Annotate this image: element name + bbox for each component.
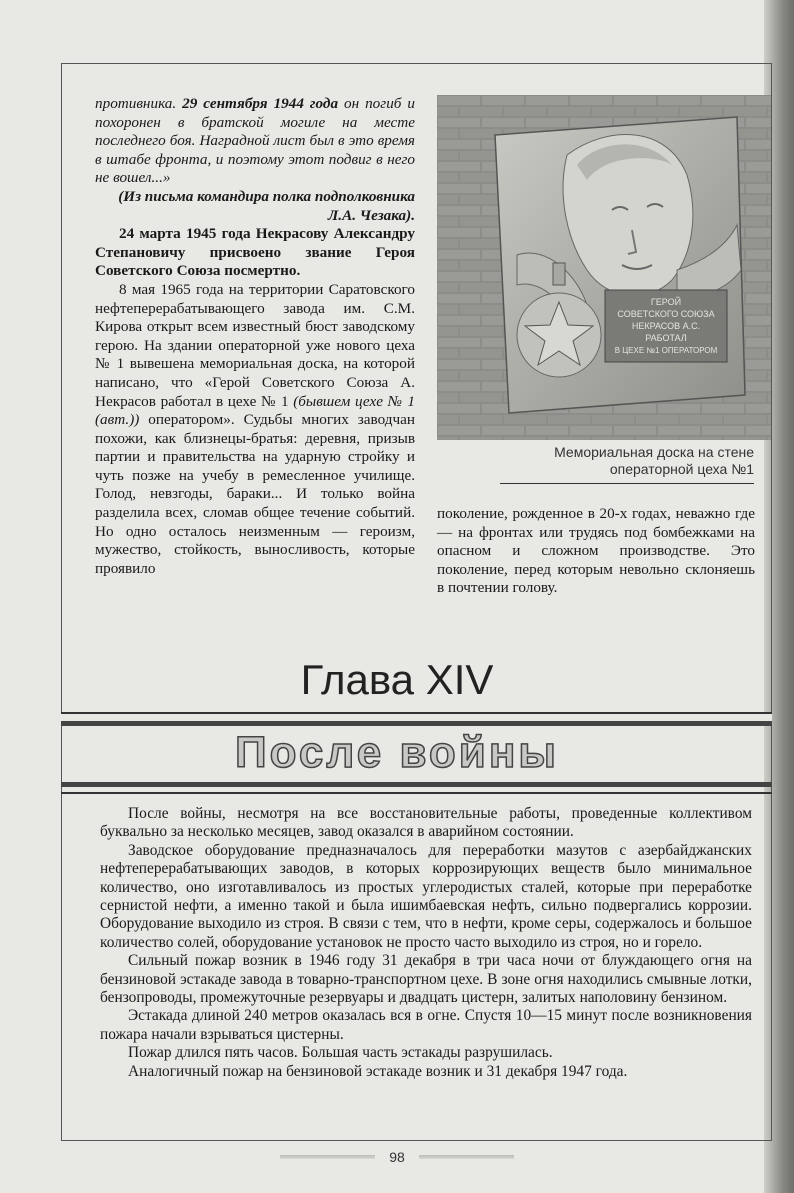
chapter-band-bottom: [61, 782, 772, 794]
page-number: 98: [389, 1149, 405, 1165]
caption-line-1: Мемориальная доска на стене: [554, 444, 754, 460]
letter-quote: [95, 95, 415, 188]
plaque-illustration: [437, 95, 771, 440]
plaque-line-2: СОВЕТСКОГО СОЮЗА: [617, 309, 715, 319]
chapter-title: После войны: [234, 728, 559, 777]
footer-bar-right: [419, 1155, 514, 1159]
caption-line-2: операторной цеха №1: [609, 461, 754, 477]
memorial-plaque-photo: [437, 95, 771, 440]
plaque-line-5: В ЦЕХЕ №1 ОПЕРАТОРОМ: [614, 346, 718, 355]
chapter-body: [100, 805, 752, 1081]
chapter-band-top: [61, 712, 772, 726]
body-paragraph: Эстакада длиной 240 метров оказалась вся в огне. Спустя 10—15 минут после возникновения пожара начали взрываться цистерны.: [100, 1007, 752, 1043]
body-paragraph: Аналогичный пожар на бензиновой эстакаде возник и 31 декабря 1947 года.: [128, 1062, 628, 1080]
plaque-line-3: НЕКРАСОВ А.С.: [631, 321, 701, 331]
body-paragraph: Заводское оборудование предназначалось для переработки мазутов с азербайджанских нефтеперерабатывающих заводов, в которых коррозирующих веществ было минимальное количество, оно изготавливалось из простых углеродистых сталей, которые при переработке сернистой нефти, а именно такой и была ишимбаевская нефть, сильно подвергались коррозии. Оборудование выходило из строя. В связи с тем, что в нефти, кроме серы, содержалось и большое количество солей, оборудование установок не просто часто выходило из строя, но и горело.: [100, 841, 752, 951]
plaque-line-4: РАБОТАЛ: [645, 333, 687, 343]
quote-date: 29 сентября 1944 года: [182, 95, 339, 112]
memorial-text-italic: (бывшем цехе № 1 (авт.)): [95, 392, 415, 429]
quote-rest: он погиб и похоронен в братской могиле на месте последнего боя. Наградной лист был в это время в штабе фронта, и поэтому этот подвиг в него не вошел...»: [95, 95, 415, 187]
photo-caption: [437, 444, 754, 478]
caption-rule: [500, 483, 754, 484]
body-paragraph: Сильный пожар возник в 1946 году 31 декабря в три часа ночи от блуждающего огня на бензиновой эстакаде завода в товарно-транспортном цехе. В зоне огня находились смывные лотки, бензопроводы, промежуточные резервуары и двадцать цистерн, залитых наполовину бензином.: [100, 952, 752, 1007]
left-column: [95, 95, 415, 578]
letter-signature: (Из письма командира полка подполковника Л.А. Чезака).: [118, 187, 415, 224]
footer-bar-left: [280, 1155, 375, 1159]
memorial-text-b: оператором». Судьбы многих заводчан похожи, как близнецы-братья: деревня, призыв партии и правительства на ударную стройку и чуть позже на учебу в ремесленное училище. Голод, невзгоды, бараки... И только война разделила всех, сломав общее течение событий. Но одно осталось неизменным — героизм, мужество, стойкость, выносливость, которые проявило: [95, 411, 415, 577]
body-paragraph: Пожар длился пять часов. Большая часть эстакады разрушилась.: [128, 1044, 553, 1062]
right-column-text: поколение, рожденное в 20-х годах, неважно где — на фронтах или трудясь под бомбежками на опасном и сложном производстве. Это поколение, перед которым невольно склоняешь в почтении голову.: [437, 505, 755, 597]
memorial-paragraph: [95, 281, 415, 579]
page-footer: [0, 1149, 794, 1165]
memorial-text-a: 8 мая 1965 года на территории Саратовского нефтеперерабатывающего завода им. С.М. Кирова открыт всем известный бюст заводскому герою. На здании операторной уже нового цеха № 1 вывешена мемориальная доска, на которой написано, что «Герой Советского Союза А. Некрасов работал в цехе № 1: [95, 280, 415, 410]
plaque-line-1: ГЕРОЙ: [650, 297, 682, 307]
chapter-number: Глава XIV: [300, 656, 494, 703]
body-paragraph: После войны, несмотря на все восстановительные работы, проведенные коллективом буквально за несколько месяцев, завод оказался в аварийном состоянии.: [100, 805, 752, 841]
quote-lead: противника.: [95, 95, 183, 112]
right-column: [437, 505, 755, 598]
award-paragraph: 24 марта 1945 года Некрасову Александру Степановичу присвоено звание Героя Советского Союза посмертно.: [95, 225, 415, 280]
